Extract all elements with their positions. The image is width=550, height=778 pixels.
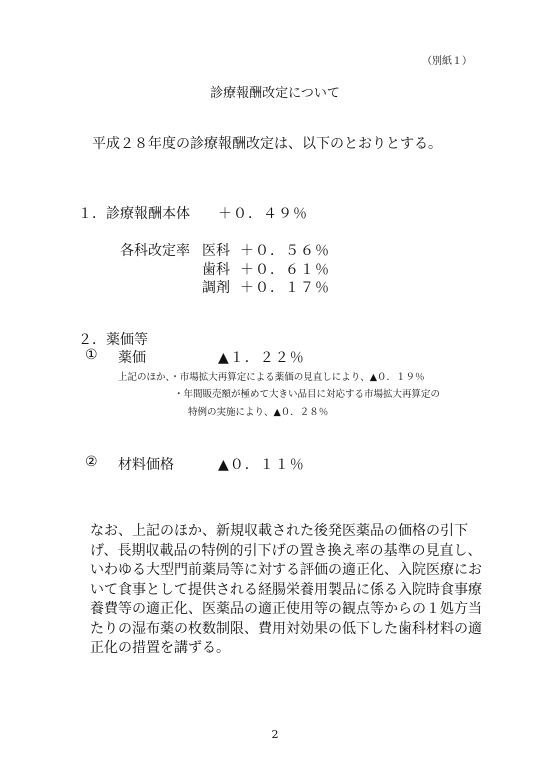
item-value-material-price: ▲０．１１％	[218, 457, 305, 473]
note-line-1: 上記のほか、・市場拡大再算定による薬価の見直しにより、▲０．１９％	[118, 372, 425, 383]
note-line-3: 特例の実施により、▲０．２８％	[188, 407, 329, 418]
closing-line: 正化の措置を講ずる。	[90, 640, 230, 656]
section2-label: ２．薬価等	[78, 332, 148, 348]
section1-label: １．診療報酬本体	[78, 206, 190, 222]
item-name-drug-price: 薬価	[118, 350, 146, 366]
item-number-2: ②	[85, 454, 98, 470]
closing-line: たりの湿布薬の枚数制限、費用対効果の低下した歯科材料の適	[90, 620, 482, 637]
closing-line: いわゆる大型門前薬局等に対する評価の適正化、入院医療にお	[90, 562, 482, 578]
intro-text: 平成２８年度の診療報酬改定は、以下のとおりとする。	[92, 136, 442, 152]
closing-line: いて食事として提供される経腸栄養用製品に係る入院時食事療	[90, 581, 482, 598]
item-name-material-price: 材料価格	[118, 457, 174, 473]
closing-line: なお、上記のほか、新規収載された後発医薬品の価格の引下	[90, 523, 468, 539]
closing-line: げ、長期収載品の特例的引下げの置き換え率の基準の見直し、	[90, 542, 482, 559]
rate-name-medical: 医科	[202, 243, 230, 259]
rate-value-medical: ＋０．５６％	[240, 243, 330, 259]
closing-line: 養費等の適正化、医薬品の適正使用等の観点等からの１処方当	[90, 601, 482, 617]
section1-value: ＋０．４９％	[218, 206, 308, 222]
attachment-label: （別紙１）	[422, 56, 472, 67]
item-value-drug-price: ▲１．２２％	[218, 350, 305, 366]
page-number: 2	[271, 728, 279, 741]
rate-name-dental: 歯科	[202, 262, 230, 278]
rates-label: 各科改定率	[120, 243, 190, 259]
note-line-2: ・年間販売額が極めて大きい品目に対応する市場拡大再算定の	[174, 389, 441, 400]
item-number-1: ①	[85, 347, 98, 363]
rate-value-dental: ＋０．６１％	[240, 262, 330, 278]
closing-paragraph	[90, 522, 482, 659]
document-title: 診療報酬改定について	[210, 86, 340, 101]
rate-value-pharmacy: ＋０．１７％	[240, 280, 330, 296]
rate-name-pharmacy: 調剤	[202, 280, 230, 296]
